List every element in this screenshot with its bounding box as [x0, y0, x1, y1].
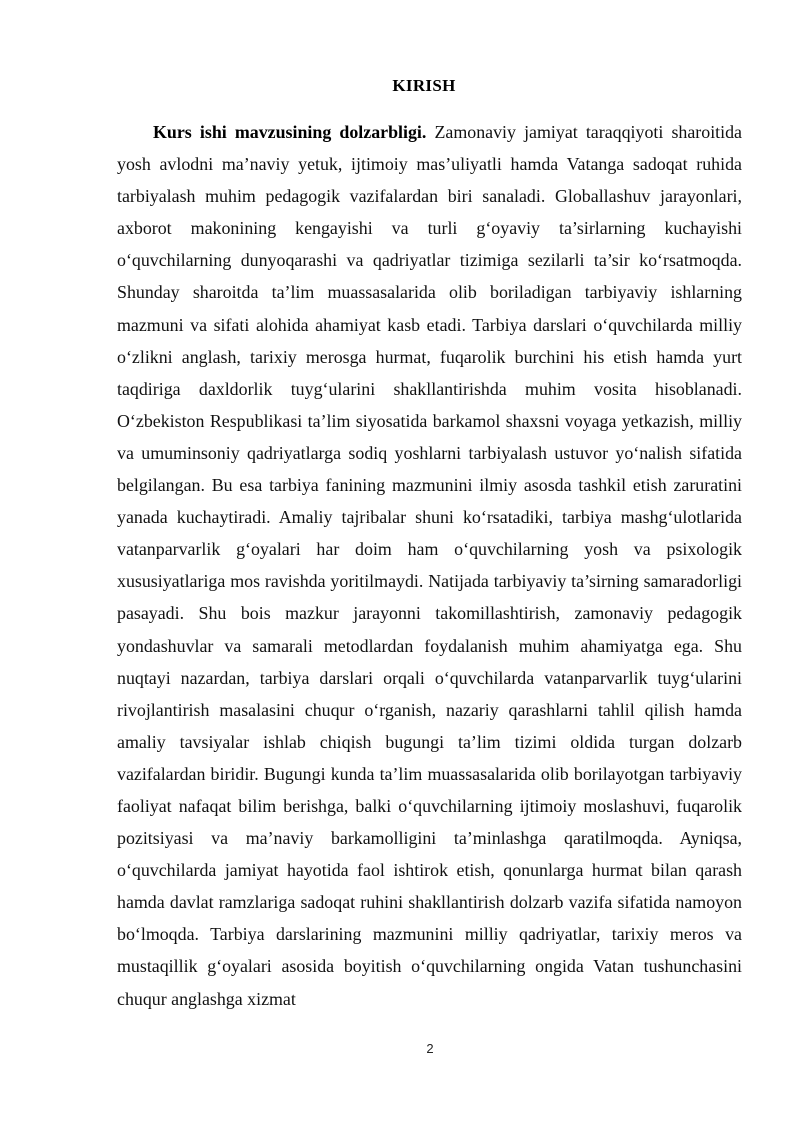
section-heading: KIRISH	[392, 76, 456, 95]
paragraph-text: Zamonaviy jamiyat taraqqiyoti sharoitida yosh avlodni ma’naviy yetuk, ijtimoiy mas’uliyatli hamda Vatanga sadoqat ruhida tarbiyalash muhim pedagogik vazifalardan biri sanaladi. Globallashuv jarayonlari, axborot makonining kengayishi va turli g‘oyaviy ta’sirlarning kuchayishi o‘quvchilarning dunyoqarashi va qadriyatlar tizimiga sezilarli ta’sir ko‘rsatmoqda. Shunday sharoitda ta’lim muassasalarida olib boriladigan tarbiyaviy ishlarning mazmuni va sifati alohida ahamiyat kasb etadi. Tarbiya darslari o‘quvchilarda milliy o‘zlikni anglash, tarixiy merosga hurmat, fuqarolik burchini his etish hamda yurt taqdiriga daxldorlik tuyg‘ularini shakllantirishda muhim vosita hisoblanadi. O‘zbekiston Respublikasi ta’lim siyosatida barkamol shaxsni voyaga yetkazish, milliy va umuminsoniy qadriyatlarga sodiq yoshlarni tarbiyalash ustuvor yo‘nalish sifatida belgilangan. Bu esa tarbiya fanining mazmunini ilmiy asosda tashkil etish zaruratini yanada kuchaytiradi. Amaliy tajribalar shuni ko‘rsatadiki, tarbiya mashg‘ulotlarida vatanparvarlik g‘oyalari har doim ham o‘quvchilarning yosh va psixologik xususiyatlariga mos ravishda yoritilmaydi. Natijada tarbiyaviy ta’sirning samaradorligi pasayadi. Shu bois mazkur jarayonni takomillashtirish, zamonaviy pedagogik yondashuvlar va samarali metodlardan foydalanish muhim ahamiyatga ega. Shu nuqtayi nazardan, tarbiya darslari orqali o‘quvchilarda vatanparvarlik tuyg‘ularini rivojlantirish masalasini chuqur o‘rganish, nazariy qarashlarni tahlil qilish hamda amaliy tavsiyalar ishlab chiqish bugungi ta’lim tizimi oldida turgan dolzarb vazifalardan biridir. Bugungi kunda ta’lim muassasalarida olib borilayotgan tarbiyaviy faoliyat nafaqat bilim berishga, balki o‘quvchilarning ijtimoiy moslashuvi, fuqarolik pozitsiyasi va ma’naviy barkamolligini ta’minlashga qaratilmoqda. Ayniqsa, o‘quvchilarda jamiyat hayotida faol ishtirok etish, qonunlarga hurmat bilan qarash hamda davlat ramzlariga sadoqat ruhini shakllantirish dolzarb vazifa sifatida namoyon bo‘lmoqda. Tarbiya darslarining mazmunini milliy qadriyatlar, tarixiy meros va mustaqillik g‘oyalari asosida boyitish o‘quvchilarning ongida Vatan tushunchasini chuqur anglashga xizmat	[117, 122, 743, 1009]
body-paragraph	[117, 116, 742, 1015]
page-number: 2	[426, 1041, 434, 1056]
paragraph-lead: Kurs ishi mavzusining dolzarbligi.	[153, 122, 427, 142]
